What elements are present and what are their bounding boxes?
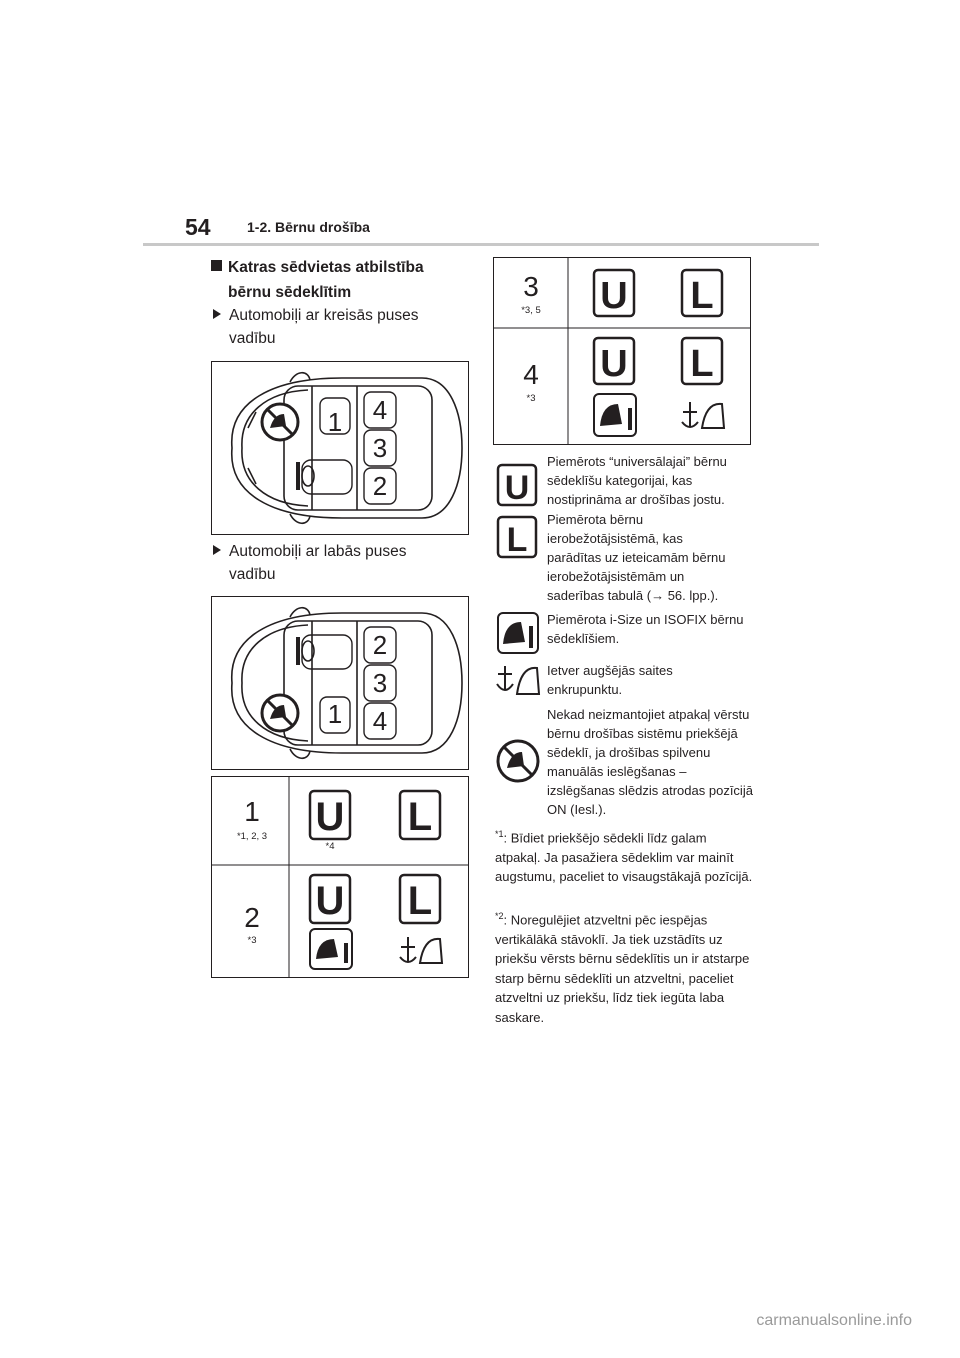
triangle-bullet-icon bbox=[213, 545, 221, 555]
seat-number-3: 3 bbox=[372, 433, 388, 463]
row-note-1: *1, 2, 3 bbox=[236, 831, 268, 842]
letter-u: U bbox=[600, 343, 628, 385]
seat-number-2: 2 bbox=[372, 630, 388, 660]
svg-text:U: U bbox=[504, 469, 530, 507]
seat-number-1: 1 bbox=[327, 699, 343, 729]
legend-anchor-text: Ietver augšējās saites enkrupunktu. bbox=[547, 663, 673, 697]
legend-forbidden-icon bbox=[495, 738, 541, 789]
section-heading: Katras sēdvietas atbilstība bērnu sēdeklītim bbox=[211, 255, 471, 305]
triangle-bullet-icon bbox=[213, 309, 221, 319]
row-number-2: 2 bbox=[244, 902, 260, 933]
seat-table-left bbox=[211, 776, 469, 978]
letter-u: U bbox=[315, 795, 345, 839]
forbidden-seat-icon bbox=[262, 695, 298, 731]
seat-number-1: 1 bbox=[327, 407, 343, 437]
letter-l: L bbox=[690, 343, 714, 385]
row-note-3: *3, 5 bbox=[521, 305, 541, 316]
page-number: 54 bbox=[185, 214, 211, 240]
isofix-icon bbox=[310, 929, 352, 969]
legend-isofix-text: Piemērota i-Size un ISOFIX bērnu sēdeklīšiem. bbox=[547, 612, 744, 646]
legend-never-text: Nekad neizmantojiet atpakaļ vērstu bērnu drošības sistēmu priekšējā sēdeklī, ja drošības spilvenu manuālās ieslēgšanas – izslēgšanas slēdzis atrodas pozīcijā ON (Iesl.). bbox=[547, 707, 753, 817]
seat-table-right bbox=[493, 257, 751, 445]
isofix-icon bbox=[594, 394, 636, 436]
subheading-left-drive: Automobiļi ar kreisās puses vadību bbox=[213, 304, 419, 350]
row-number-4: 4 bbox=[523, 359, 539, 390]
seat-number-2: 2 bbox=[372, 471, 388, 501]
seat-number-3: 3 bbox=[372, 668, 388, 698]
u-note: *4 bbox=[325, 841, 335, 852]
anchor-icon bbox=[682, 402, 724, 428]
seat-number-4: 4 bbox=[372, 706, 388, 736]
footer-watermark: carmanualsonline.info bbox=[756, 1312, 912, 1329]
legend-anchor-icon bbox=[495, 660, 541, 705]
forbidden-seat-icon bbox=[262, 404, 298, 440]
footnote-1: $^{*1}$: Bīdiet priekšējo sēdekli līdz galam atpakaļ. Ja pasažiera sēdeklim var mainīt augstumu, paceliet to visaugstākajā pozīcijā. bbox=[495, 829, 753, 885]
legend-isofix-icon bbox=[495, 610, 541, 661]
letter-l: L bbox=[690, 275, 714, 317]
car-diagram-lhd bbox=[211, 361, 469, 535]
car-diagram-rhd bbox=[211, 596, 469, 770]
footnote-2: $^{*2}$: Noregulējiet atzveltni pēc iespējas vertikālākā stāvoklī. Ja tiek uzstādīts uz priekšu vērsts bērnu sēdeklītis un ir atstarpe starp bērnu sēdeklīti un atzveltni, paceliet atzveltni uz priekšu, līdz tiek iegūta laba saskare. bbox=[495, 911, 750, 1025]
row-note-2: *3 bbox=[247, 935, 257, 946]
header-rule bbox=[143, 243, 819, 246]
letter-u: U bbox=[600, 275, 628, 317]
row-number-1: 1 bbox=[244, 796, 260, 827]
legend-l-text: Piemērota bērnu ierobežotājsistēmā, kas parādītas uz ieteicamām bērnu ierobežotājsistēmām un saderības tabulā (→ 56. lpp.). bbox=[547, 512, 726, 603]
anchor-icon bbox=[400, 937, 442, 963]
chapter-title: 1-2. Bērnu drošība bbox=[247, 219, 370, 235]
square-bullet-icon bbox=[211, 260, 222, 271]
letter-l: L bbox=[407, 879, 433, 923]
letter-u: U bbox=[315, 879, 345, 923]
legend-l-icon bbox=[495, 514, 541, 565]
row-note-4: *3 bbox=[526, 393, 536, 404]
row-number-3: 3 bbox=[523, 271, 539, 302]
subheading-right-drive: Automobiļi ar labās puses vadību bbox=[213, 540, 407, 586]
seat-number-4: 4 bbox=[372, 395, 388, 425]
letter-l: L bbox=[407, 795, 433, 839]
svg-text:L: L bbox=[506, 521, 528, 559]
legend-universal-text: Piemērots “universālajai” bērnu sēdeklīšu kategorijai, kas nostiprināma ar drošības jostu. bbox=[547, 454, 727, 507]
legend-u-icon bbox=[495, 462, 541, 513]
arrow-icon: → bbox=[651, 588, 665, 603]
